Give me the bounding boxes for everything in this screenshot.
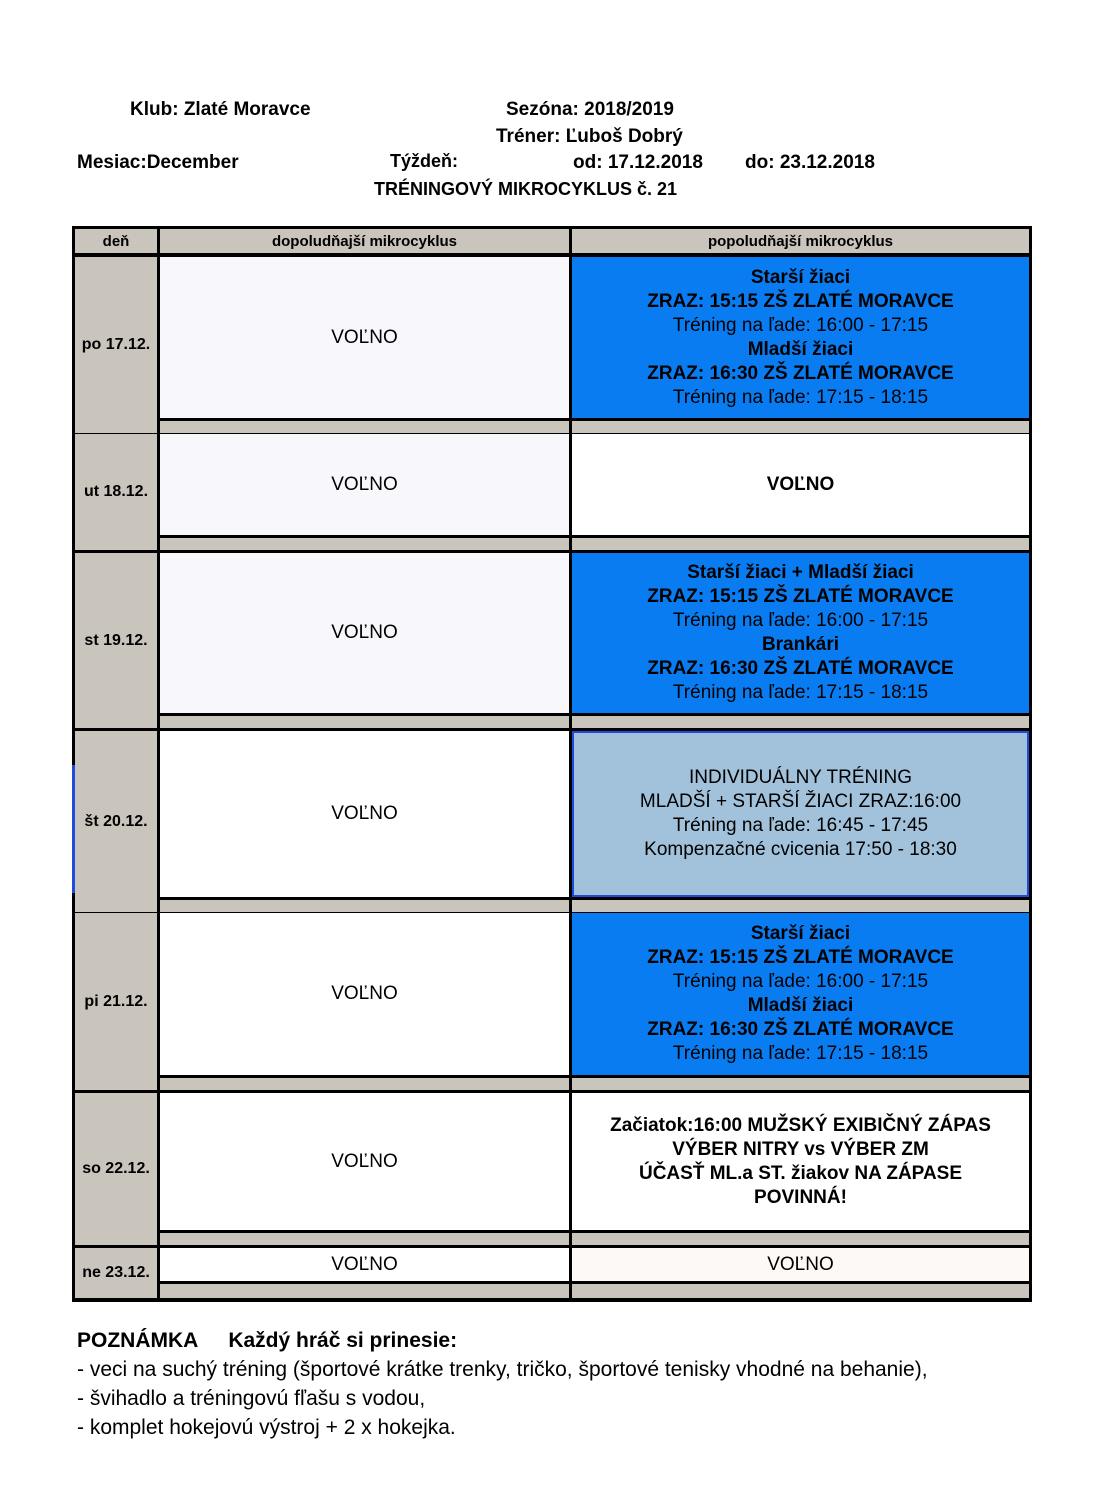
pm-line: Starší žiaci <box>750 266 851 288</box>
pm-line: ZRAZ: 15:15 ZŠ ZLATÉ MORAVCE <box>647 586 954 607</box>
row-strip <box>160 900 569 912</box>
pm-cell <box>572 913 1029 1075</box>
row-strip <box>572 1233 1029 1245</box>
pm-line: Mladší žiaci <box>747 995 854 1016</box>
pm-cell <box>572 1248 1029 1281</box>
row-strip <box>572 1284 1029 1298</box>
day-cell: št 20.12. <box>75 731 157 912</box>
am-cell: VOĽNO <box>160 913 569 1075</box>
pm-line: ZRAZ: 16:30 ZŠ ZLATÉ MORAVCE <box>647 362 954 384</box>
day-cell: ne 23.12. <box>75 1248 157 1298</box>
day-cell: pi 21.12. <box>75 913 157 1090</box>
pm-line: Starší žiaci + Mladší žiaci <box>687 562 914 583</box>
row-strip <box>572 900 1029 912</box>
day-cell: st 19.12. <box>75 553 157 728</box>
pm-line: Mladší žiaci <box>747 338 854 360</box>
pm-line: Tréning na ľade: 16:00 - 17:15 <box>672 610 929 631</box>
date-from: od: 17.12.2018 <box>573 152 703 173</box>
pm-line: ZRAZ: 15:15 ZŠ ZLATÉ MORAVCE <box>647 947 954 968</box>
pm-line: Kompenzačné cvicenia 17:50 - 18:30 <box>644 839 957 860</box>
row-highlight-marker <box>72 765 75 893</box>
pm-line: Tréning na ľade: 16:45 - 17:45 <box>672 815 929 836</box>
row-strip <box>160 538 569 550</box>
pm-line: ÚČASŤ ML.a ST. žiakov NA ZÁPASE <box>638 1162 963 1184</box>
am-cell: VOĽNO <box>160 553 569 713</box>
pm-line: ZRAZ: 16:30 ZŠ ZLATÉ MORAVCE <box>647 658 954 679</box>
pm-line: Brankári <box>761 634 840 655</box>
pm-line: Začiatok:16:00 MUŽSKÝ EXIBIČNÝ ZÁPAS <box>610 1114 991 1136</box>
row-strip <box>160 1078 569 1090</box>
pm-cell <box>572 434 1029 535</box>
day-cell: po 17.12. <box>75 257 157 433</box>
row-strip <box>160 1233 569 1245</box>
note-intro: Každý hráč si prinesie: <box>228 1329 458 1352</box>
pm-line: INDIVIDUÁLNY TRÉNING <box>688 767 913 788</box>
pm-cell <box>572 1093 1029 1230</box>
row-strip <box>160 421 569 433</box>
pm-cell <box>572 553 1029 713</box>
col-header-pm: popoludňajší mikrocyklus <box>572 229 1029 253</box>
pm-line: ZRAZ: 16:30 ZŠ ZLATÉ MORAVCE <box>647 1019 954 1040</box>
note-title <box>77 1326 1067 1355</box>
row-strip <box>572 538 1029 550</box>
season: Sezóna: 2018/2019 <box>506 99 674 120</box>
pm-line: POVINNÁ! <box>754 1186 847 1208</box>
am-cell: VOĽNO <box>160 1093 569 1230</box>
pm-line: ZRAZ: 15:15 ZŠ ZLATÉ MORAVCE <box>647 290 954 312</box>
row-strip <box>160 1284 569 1298</box>
col-header-day: deň <box>75 229 157 253</box>
row-strip <box>572 1078 1029 1090</box>
pm-line: Tréning na ľade: 16:00 - 17:15 <box>672 314 929 336</box>
col-header-am: dopoludňajší mikrocyklus <box>160 229 569 253</box>
date-to: do: 23.12.2018 <box>745 152 875 173</box>
note-item: - švihadlo a tréningovú fľašu s vodou, <box>77 1387 426 1410</box>
schedule-table <box>72 226 1032 1302</box>
club-name: Klub: Zlaté Moravce <box>130 99 311 120</box>
note-section <box>77 1326 1067 1442</box>
week-label: Týždeň: <box>390 151 459 171</box>
pm-line: Tréning na ľade: 17:15 - 18:15 <box>672 1043 929 1064</box>
note-item: - komplet hokejovú výstroj + 2 x hokejka. <box>77 1416 456 1439</box>
page-title: TRÉNINGOVÝ MIKROCYKLUS č. 21 <box>374 179 678 199</box>
row-strip <box>572 421 1029 433</box>
pm-line: VOĽNO <box>767 1253 834 1275</box>
row-strip <box>572 716 1029 728</box>
note-label: POZNÁMKA <box>77 1329 199 1352</box>
coach: Tréner: Ľuboš Dobrý <box>496 126 683 147</box>
day-cell: ut 18.12. <box>75 434 157 550</box>
row-strip <box>160 716 569 728</box>
am-cell: VOĽNO <box>160 1248 569 1281</box>
am-cell: VOĽNO <box>160 434 569 535</box>
pm-line: Tréning na ľade: 17:15 - 18:15 <box>672 682 929 703</box>
pm-cell <box>572 257 1029 418</box>
pm-line: Tréning na ľade: 16:00 - 17:15 <box>672 971 929 992</box>
pm-line: MLADŠÍ + STARŠÍ ŽIACI ZRAZ:16:00 <box>639 791 962 812</box>
am-cell: VOĽNO <box>160 731 569 897</box>
pm-line: VOĽNO <box>766 473 835 495</box>
note-items <box>77 1355 1067 1442</box>
note-item: - veci na suchý tréning (športové krátke trenky, tričko, športové tenisky vhodné na behanie), <box>77 1358 928 1381</box>
pm-line: Tréning na ľade: 17:15 - 18:15 <box>672 386 929 408</box>
am-cell: VOĽNO <box>160 257 569 418</box>
day-cell: so 22.12. <box>75 1093 157 1245</box>
pm-cell <box>572 731 1029 897</box>
pm-line: Starší žiaci <box>750 923 851 944</box>
month: Mesiac:December <box>77 152 239 173</box>
pm-line: VÝBER NITRY vs VÝBER ZM <box>672 1138 929 1160</box>
